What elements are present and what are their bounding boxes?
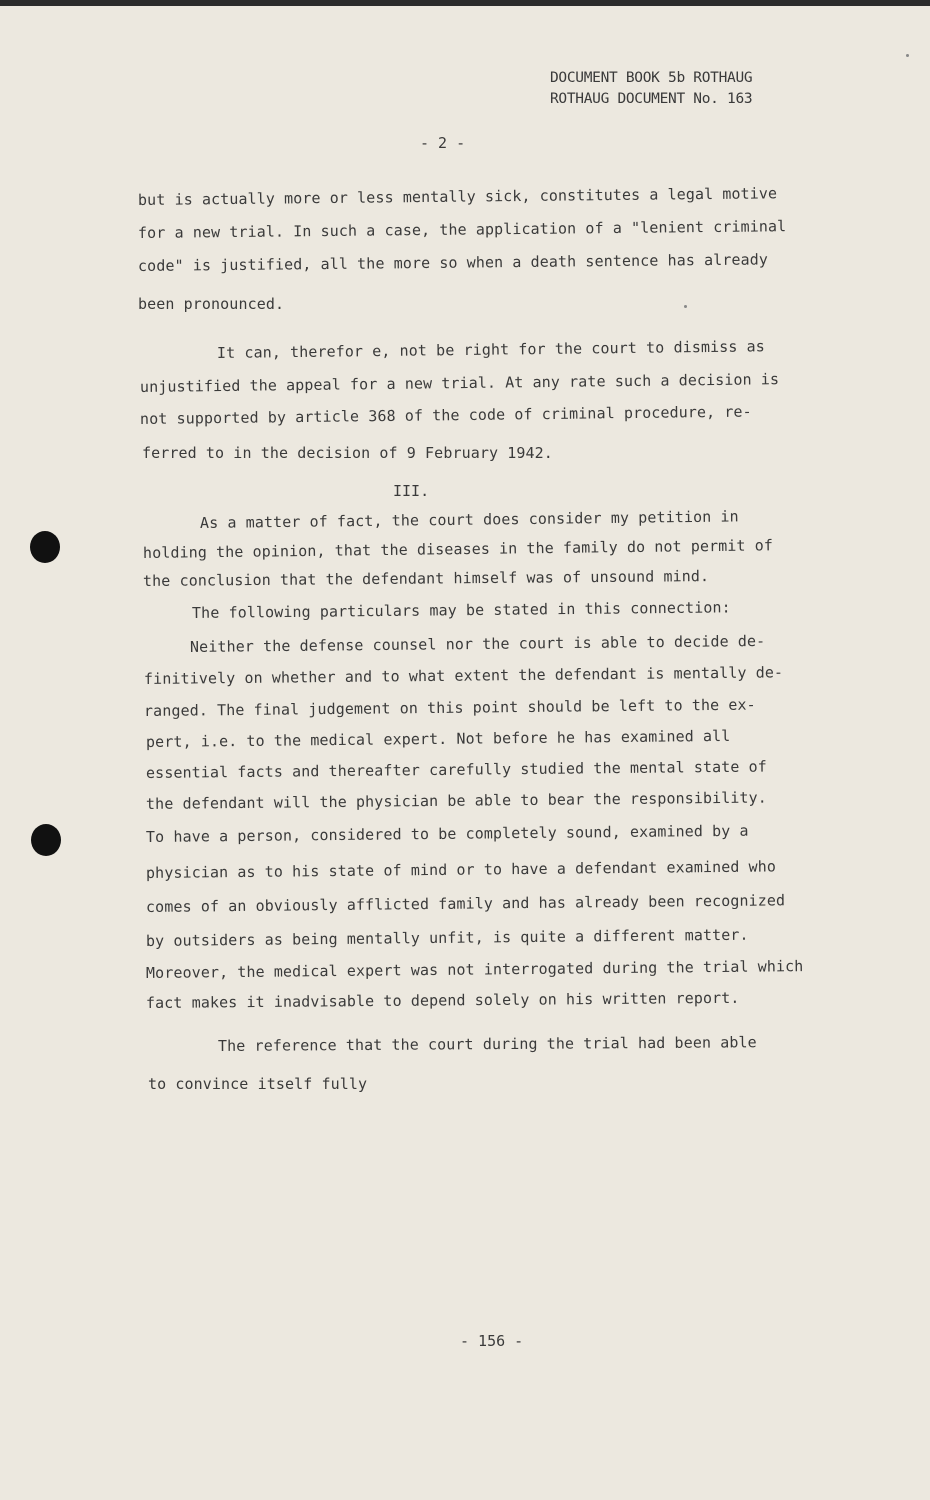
paragraph-2-line-2: unjustified the appeal for a new trial. At any rate such a decision is (139, 370, 780, 396)
paragraph-5-line-2: finitively on whether and to what extent the defendant is mentally de- (143, 663, 784, 688)
paragraph-2-line-3: not supported by article 368 of the code of criminal procedure, re- (139, 402, 752, 428)
page-number-bottom: - 156 - (460, 1332, 524, 1350)
paper-speck (906, 54, 909, 57)
paragraph-5-line-10: by outsiders as being mentally unfit, is quite a different matter. (145, 925, 749, 950)
paragraph-3-line-3: the conclusion that the defendant himself was of unsound mind. (142, 567, 710, 590)
paragraph-5-line-11: Moreover, the medical expert was not interrogated during the trial which (145, 957, 804, 982)
header-line-2: ROTHAUG DOCUMENT No. 163 (550, 91, 753, 107)
paragraph-3-line-2: holding the opinion, that the diseases in the family do not permit of (142, 536, 774, 562)
paragraph-2-line-1: It can, therefor e, not be right for the court to dismiss as (216, 337, 765, 362)
paragraph-5-line-8: physician as to his state of mind or to have a defendant examined who (145, 857, 777, 882)
paragraph-3-line-1: As a matter of fact, the court does consider my petition in (199, 507, 739, 532)
header-line-1: DOCUMENT BOOK 5b ROTHAUG (550, 70, 753, 86)
paragraph-5-line-3: ranged. The final judgement on this point should be left to the ex- (143, 695, 756, 720)
paragraph-1-line-4: been pronounced. (138, 295, 285, 313)
paper-speck (684, 305, 687, 308)
paragraph-5-line-1: Neither the defense counsel nor the court is able to decide de- (189, 631, 766, 656)
paragraph-5-line-5: essential facts and thereafter carefully studied the mental state of (145, 757, 767, 782)
punch-hole-upper (30, 531, 60, 563)
page-number-top: - 2 - (420, 134, 466, 152)
paragraph-6-line-1: The reference that the court during the trial had been able (217, 1033, 757, 1055)
paragraph-4-line-1: The following particulars may be stated in this connection: (191, 598, 731, 622)
paragraph-6-line-2: to convince itself fully (148, 1075, 368, 1093)
paragraph-5-line-7: To have a person, considered to be completely sound, examined by a (145, 821, 749, 846)
document-header (550, 68, 752, 110)
paragraph-5-line-4: pert, i.e. to the medical expert. Not before he has examined all (145, 726, 731, 751)
paragraph-1-line-3: code" is justified, all the more so when a death sentence has already (137, 250, 769, 275)
paragraph-5-line-9: comes of an obviously afflicted family and has already been recognized (145, 891, 786, 916)
paragraph-1-line-1: but is actually more or less mentally sick, constitutes a legal motive (137, 184, 778, 209)
punch-hole-lower (31, 824, 61, 856)
section-heading-III: III. (393, 482, 430, 500)
paragraph-5-line-6: the defendant will the physician be able to bear the responsibility. (145, 788, 767, 813)
paragraph-5-line-12: fact makes it inadvisable to depend solely on his written report. (145, 988, 740, 1012)
paragraph-1-line-2: for a new trial. In such a case, the application of a "lenient criminal (137, 217, 787, 242)
paragraph-2-line-4: ferred to in the decision of 9 February 1942. (142, 444, 553, 462)
